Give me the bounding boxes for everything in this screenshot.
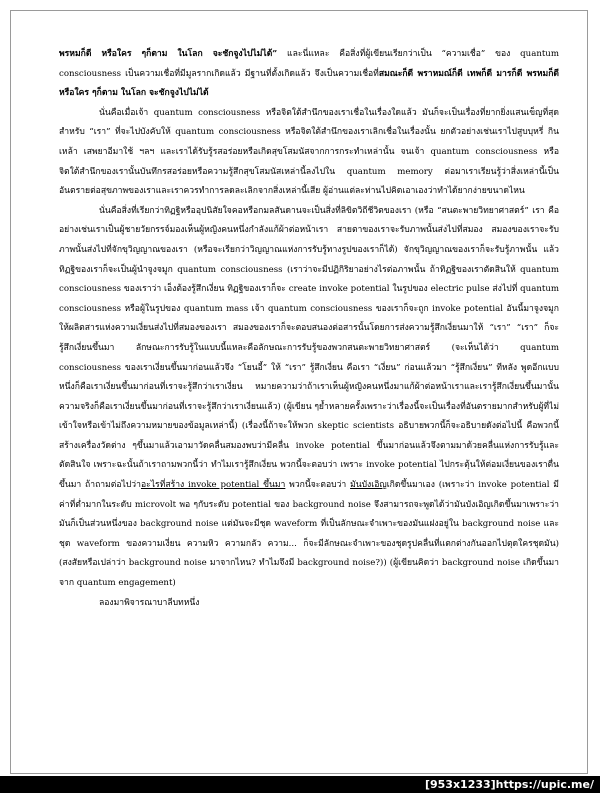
image-dimensions-url: [953x1233]https://upic.me/ <box>424 778 594 791</box>
paragraph-text: นั่นคือสิ่งที่เรียกว่าทิฏฐิหรืออุปนิสัยใจคอหรือกมลสันดานจะเป็นสิ่งที่ลิขิตวิถีชีวิตของเรา (หรือ “สนตะพายวิทยาศาสตร์” เรา คือ อย่างเช่นเราเป็นผู้ชายวัยกรรจ์มองเห็นผู้หญิงคนหนึ่งกำลังแก้ผ้าต่อหน้าเรา สายตาของเราจะรับภาพนั้นส่งไปที่สมอง สมองของเราจะรับภาพนั้นส่งไปที่จักขุวิญญาณของเรา (หรือจะเรียกว่าวิญญาณแห่งการรับรู้ทางรูปของเราก็ได้) จักขุวิญญาณของเราก็จะรับรู้ภาพนั้น แล้วทิฏฐิของเราก็จะเป็นผู้นำจูงจมูก quantum consciousness (เราว่าจะมีปฏิกิริยาอย่างไรต่อภาพนั้น ถ้าทิฏฐิของเราตัดสินให้ quantum consciousness ของเราว่า เอ็งต้องรู้สึกเงี่ยน ทิฏฐิของเราก็จะ create invoke potential ในรูปของ electric pulse ส่งไปที่ quantum consciousness หรือผู้ในรูปของ quantum mass เจ้า quantum consciousness ของเราก็จะถูก invoke potential อันนี้มาจูงจมูกให้ผลิตสารแห่งความเงี่ยนส่งไปที่สมองของเรา สมองของเราก็จะตอบสนองต่อสารนั้นโดยการส่งความรู้สึกเงี่ยนมาให้ “เรา” “เรา” ก็จะรู้สึกเงี่ยนขึ้นมา ลักษณะการรับรู้ในแบบนี้แหละคือลักษณะการรับรู้ของพวกสนตะพายวิทยาศาสตร์ (จะเห็นได้ว่า quantum consciousness ของเราเงี่ยนขึ้นมาก่อนแล้วจึง “โยนอี้” ให้ “เรา” รู้สึกเงี่ยน คือเรา “เงี่ยน” ก่อนแล้วมา “รู้สึกเงี่ยน” ทีหลัง พูดอีกแบบหนึ่งก็คือเราเงี่ยนขึ้นมาก่อนที่เราจะรู้สึกว่าเราเงี่ยน หมายความว่าถ้าเราเห็นผู้หญิงคนหนึ่งมาแก้ผ้าต่อหน้าเราและเรารู้สึกเงี่ยนขึ้นมานั้น ความจริงก็คือเราเงี่ยนขึ้นมาก่อนที่เราจะรู้สึกว่าเราเงี่ยนแล้ว) (ผู้เขียน ๆย้ำหลายครั้งเพราะว่าเรื่องนี้จะเป็นเรื่องที่อันตรายมากสำหรับผู้ที่ไม่เข้าใจหรือเข้าไม่ถึงความหมายของข้อมูลเหล่านี้) (เรื่องนี้ถ้าจะให้พวก skeptic scientists อธิบายพวกนี้ก็จะอธิบายดังต่อไปนี้ คือพวกนี้สร้างเครื่องวัดต่าง ๆขึ้นมาแล้วเอามาวัดคลื่นสมองพบว่ามีคลื่น invoke potential ขึ้นมาก่อนแล้วจึงตามมาด้วยคลื่นแห่งการรับรู้และตัดสินใจ เพราะฉะนั้นถ้าเราถามพวกนี้ว่า ทำไมเรารู้สึกเงี่ยน พวกนี้จะตอบว่า เพราะ invoke potential ไปกระตุ้นให้ต่อมเงี่ยนของเราตื่นขึ้นมา ถ้าถามต่อไปว่า <box>59 205 560 491</box>
image-host-footer <box>0 776 600 793</box>
paragraph <box>59 202 559 594</box>
underlined-text: อะไรที่สร้าง invoke potential ขึ้นมา <box>140 480 286 491</box>
underlined-text: มันบังเอิญ <box>350 480 387 491</box>
paragraph-text: นั่นคือเมื่อเจ้า quantum consciousness หรือจิตใต้สำนึกของเราเชื่อในเรื่องใดแล้ว มันก็จะเป็นเรื่องที่ยากยิ่งแสนเข็ญที่สุดสำหรับ “เรา” ที่จะไปบังคับให้ quantum consciousness หรือจิตใต้สำนึกของเราเลิกเชื่อในเรื่องนั้น ยกตัวอย่างเช่นเราไปสูบบุหรี่ กินเหล้า เสพยาอีมาใช้ ฯลฯ และเราได้รับรู้รสอร่อยหรือเกิดสุขโสมนัสจากการกระทำเหล่านั้น จนเจ้า quantum consciousness หรือจิตใต้สำนึกของเรานั้นบันทึกรสอร่อยหรือความรู้สึกสุขโสมนัสเหล่านี้ลงไปใน quantum memory ต่อมาเราเรียนรู้ว่าสิ่งเหล่านี้เป็นอันตรายต่อสุขภาพของเราและเราควรทำการลดละเลิกจากสิ่งเหล่านี้เสีย ผู้อ่านแต่ละท่านไปคิดเอาเองว่าทำได้ยากง่ายขนาดไหน <box>59 107 559 197</box>
document-body <box>59 45 559 613</box>
paragraph-text: พวกนี้จะตอบว่า <box>285 480 351 491</box>
paragraph <box>59 104 559 202</box>
paragraph <box>59 45 559 104</box>
bold-text: สมณะก็ดี พราหมณ์ก็ดี เทพก็ดี มารก็ดี พรหมก็ดี หรือใคร ๆก็ตาม ในโลก จะชักจูงไปไม่ได้ <box>59 68 559 99</box>
document-page <box>10 10 588 774</box>
bold-text: พรหมก็ดี หรือใคร ๆก็ตาม ในโลก จะชักจูงไปไม่ได้” <box>59 49 278 59</box>
paragraph-text: ลองมาพิจารณาบาลีบทหนึ่ง <box>99 597 200 608</box>
paragraph-text: เกิดขึ้นมาเอง (เพราะว่า invoke potential มีค่าที่ต่ำมากในระดับ microvolt พอ ๆกับระดับ potential ของ background noise จึงสามารถจะพูดได้ว่ามันบังเอิญเกิดขึ้นมาเพราะว่ามันก็เป็นส่วนหนึ่งของ background noise แต่มันจะมีชุด waveform ที่เป็นลักษณะจำเพาะของมันแฝงอยู่ใน background noise และชุด waveform ของความเงี่ยน ความหิว ความกลัว ความ... ก็จะมีลักษณะจำเพาะของชุดรูปคลื่นที่แตกต่างกันออกไปตุดใครชุดมัน) (สงสัยหรือเปล่าว่า background noise มาจากไหน? ทำไมจึงมี background noise?)) (ผู้เขียนคิดว่า background noise เกิดขึ้นมาจาก quantum engagement) <box>59 480 559 589</box>
paragraph <box>59 594 559 614</box>
paragraph-text: และนี่แหละ คือสิ่งที่ผู้เขียนเรียกว่าเป็น “ความเชื่อ” ของ quantum consciousness เป็นความเชื่อที่มีมูลรากเกิดแล้ว มีฐานที่ตั้งเกิดแล้ว จึงเป็นความเชื่อที่ <box>59 49 559 79</box>
